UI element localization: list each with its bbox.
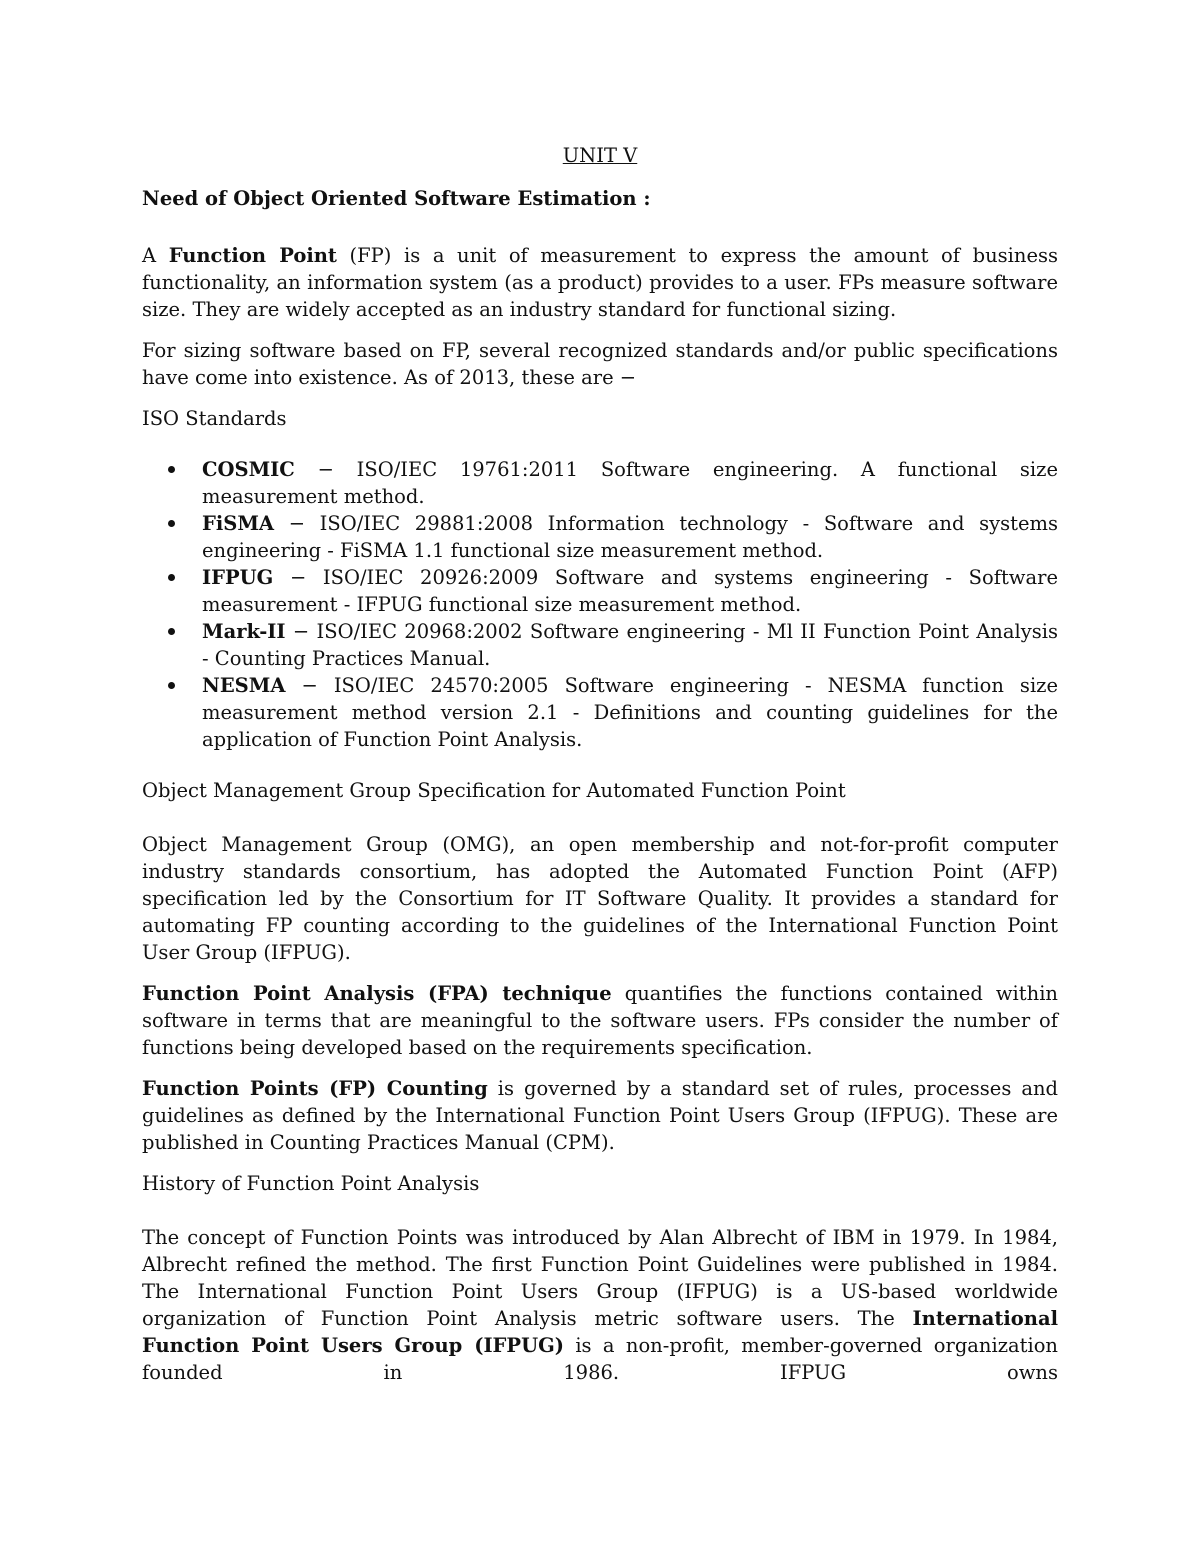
paragraph-fpa: Function Point Analysis (FPA) technique quantifies the functions contained within software in terms that are meaningful to the software users. FPs consider the number of functions being developed based on the requirements specification. (142, 982, 1058, 1059)
list-item: NESMA − ISO/IEC 24570:2005 Software engineering - NESMA function size measurement method version 2.1 - Definitions and counting guidelines for the application of Function Point Analysis. (142, 672, 1058, 753)
paragraph-fp-counting: Function Points (FP) Counting is governed by a standard set of rules, processes and guidelines as defined by the International Function Point Users Group (IFPUG). These are published in Counting Practices Manual (CPM). (142, 1077, 1058, 1154)
bold-term: International Function Point Users Group (IFPUG) (142, 1307, 1058, 1357)
paragraph-history: The concept of Function Points was introduced by Alan Albrecht of IBM in 1979. In 1984, Albrecht refined the method. The first Function Point Guidelines were published in 1984. The International Function Point Users Group (IFPUG) is a US-based worldwide organization of Function Point Analysis metric software users. The International Function Point Users Group (IFPUG) is a non-profit, member-governed organization founded in 1986. IFPUG owns (142, 1226, 1058, 1384)
paragraph-function-point: A Function Point (FP) is a unit of measurement to express the amount of business functionality, an information system (as a product) provides to a user. FPs measure software size. They are widely accepted as an industry standard for functional sizing. (142, 244, 1058, 321)
list-item: COSMIC − ISO/IEC 19761:2011 Software engineering. A functional size measurement method. (142, 456, 1058, 510)
document-page (142, 142, 1058, 1400)
bold-term: Function Point Analysis (FPA) technique (142, 982, 612, 1005)
bold-term: Function Point (168, 244, 337, 267)
bullet-icon (168, 466, 175, 473)
paragraph-omg: Object Management Group (OMG), an open membership and not-for-profit computer industry standards consortium, has adopted the Automated Function Point (AFP) specification led by the Consortium for IT Software Quality. It provides a standard for automating FP counting according to the guidelines of the International Function Point User Group (IFPUG). (142, 833, 1058, 964)
omg-heading: Object Management Group Specification for Automated Function Point (142, 779, 846, 802)
unit-title: UNIT V (562, 144, 638, 167)
paragraph-sizing: For sizing software based on FP, several recognized standards and/or public specifications have come into existence. As of 2013, these are − (142, 339, 1058, 389)
section-heading: Need of Object Oriented Software Estimation : (142, 187, 651, 210)
bullet-icon (168, 574, 175, 581)
list-item: FiSMA − ISO/IEC 29881:2008 Information technology - Software and systems engineering - FiSMA 1.1 functional size measurement method. (142, 510, 1058, 564)
iso-standards-heading: ISO Standards (142, 407, 287, 430)
list-item: IFPUG − ISO/IEC 20926:2009 Software and systems engineering - Software measurement - IFPUG functional size measurement method. (142, 564, 1058, 618)
list-item: Mark-II − ISO/IEC 20968:2002 Software engineering - Ml II Function Point Analysis - Counting Practices Manual. (142, 618, 1058, 672)
bold-term: Function Points (FP) Counting (142, 1077, 488, 1100)
bullet-icon (168, 520, 175, 527)
history-heading: History of Function Point Analysis (142, 1172, 480, 1195)
bullet-icon (168, 628, 175, 635)
bullet-icon (168, 682, 175, 689)
standards-list (142, 456, 1058, 753)
